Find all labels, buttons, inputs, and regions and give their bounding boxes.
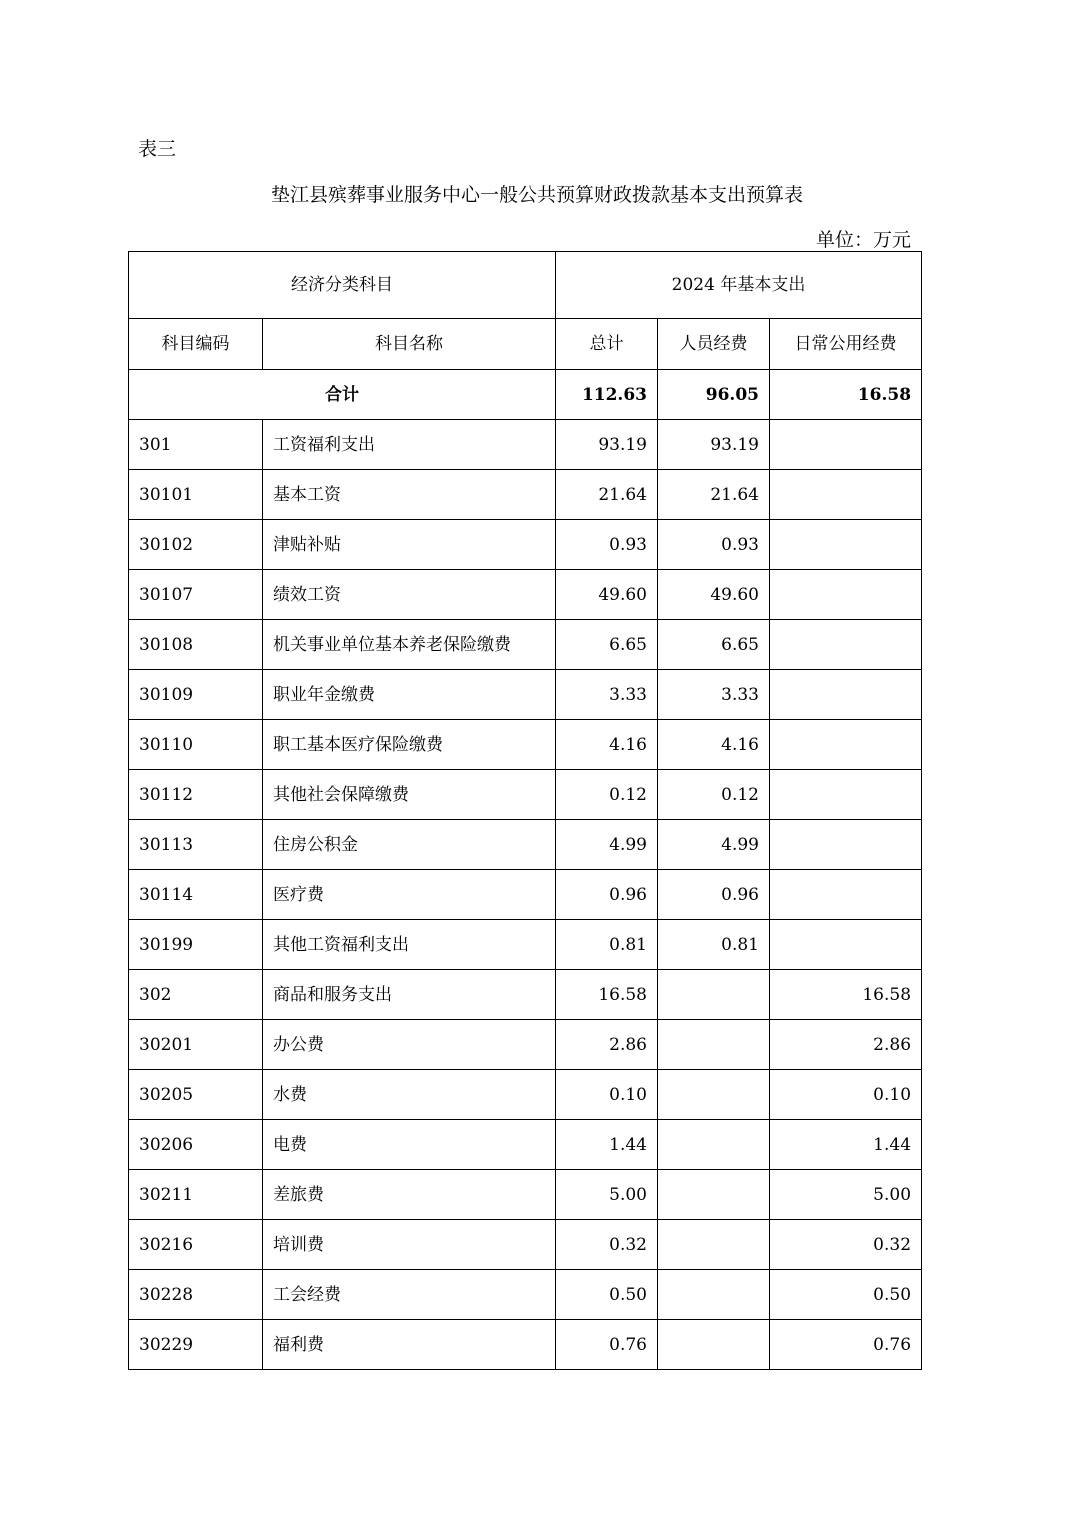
row-public [770, 570, 922, 620]
total-public: 16.58 [770, 370, 922, 420]
row-name: 职业年金缴费 [263, 670, 556, 720]
row-code: 30113 [129, 820, 263, 870]
row-personnel [658, 1070, 770, 1120]
header-code: 科目编码 [129, 319, 263, 370]
table-row [129, 470, 922, 520]
table-row [129, 770, 922, 820]
row-name: 医疗费 [263, 870, 556, 920]
row-name: 工会经费 [263, 1270, 556, 1320]
row-code: 30102 [129, 520, 263, 570]
table-row [129, 520, 922, 570]
row-name: 住房公积金 [263, 820, 556, 870]
row-public: 1.44 [770, 1120, 922, 1170]
row-personnel: 49.60 [658, 570, 770, 620]
row-personnel [658, 1170, 770, 1220]
row-public: 0.50 [770, 1270, 922, 1320]
row-code: 30216 [129, 1220, 263, 1270]
row-code: 30211 [129, 1170, 263, 1220]
unit-label: 单位：万元 [815, 229, 911, 251]
row-code: 30110 [129, 720, 263, 770]
total-label: 合计 [129, 370, 556, 420]
row-name: 培训费 [263, 1220, 556, 1270]
row-public [770, 420, 922, 470]
row-total: 93.19 [556, 420, 658, 470]
row-personnel [658, 1320, 770, 1370]
table-row [129, 1020, 922, 1070]
row-code: 30109 [129, 670, 263, 720]
table-row [129, 1270, 922, 1320]
row-total: 0.93 [556, 520, 658, 570]
row-code: 30112 [129, 770, 263, 820]
row-personnel: 4.16 [658, 720, 770, 770]
document-title: 垫江县殡葬事业服务中心一般公共预算财政拨款基本支出预算表 [270, 184, 803, 206]
row-name: 津贴补贴 [263, 520, 556, 570]
row-personnel: 0.96 [658, 870, 770, 920]
table-row [129, 970, 922, 1020]
table-row [129, 1220, 922, 1270]
row-public: 16.58 [770, 970, 922, 1020]
row-total: 4.16 [556, 720, 658, 770]
row-name: 职工基本医疗保险缴费 [263, 720, 556, 770]
row-total: 49.60 [556, 570, 658, 620]
row-name: 办公费 [263, 1020, 556, 1070]
row-total: 0.50 [556, 1270, 658, 1320]
row-code: 30206 [129, 1120, 263, 1170]
row-code: 30201 [129, 1020, 263, 1070]
header-total: 总计 [556, 319, 658, 370]
table-row [129, 920, 922, 970]
row-public: 0.10 [770, 1070, 922, 1120]
row-total: 0.12 [556, 770, 658, 820]
row-total: 0.10 [556, 1070, 658, 1120]
table-row [129, 620, 922, 670]
row-name: 电费 [263, 1120, 556, 1170]
row-public [770, 770, 922, 820]
row-name: 商品和服务支出 [263, 970, 556, 1020]
row-total: 4.99 [556, 820, 658, 870]
table-row [129, 1120, 922, 1170]
table-row [129, 870, 922, 920]
table-row [129, 1170, 922, 1220]
row-personnel: 0.12 [658, 770, 770, 820]
header-category: 经济分类科目 [129, 252, 556, 319]
row-personnel: 93.19 [658, 420, 770, 470]
row-public [770, 820, 922, 870]
table-row [129, 720, 922, 770]
row-total: 3.33 [556, 670, 658, 720]
row-code: 30107 [129, 570, 263, 620]
header-year-basic: 2024 年基本支出 [556, 252, 922, 319]
row-total: 1.44 [556, 1120, 658, 1170]
row-code: 30108 [129, 620, 263, 670]
row-public [770, 870, 922, 920]
row-personnel [658, 1220, 770, 1270]
row-public [770, 720, 922, 770]
table-row [129, 1070, 922, 1120]
row-code: 30228 [129, 1270, 263, 1320]
row-public [770, 470, 922, 520]
row-public [770, 670, 922, 720]
header-personnel: 人员经费 [658, 319, 770, 370]
row-code: 30114 [129, 870, 263, 920]
row-personnel [658, 1120, 770, 1170]
row-public [770, 620, 922, 670]
row-total: 0.32 [556, 1220, 658, 1270]
row-code: 301 [129, 420, 263, 470]
row-personnel: 4.99 [658, 820, 770, 870]
budget-table [128, 251, 922, 1370]
row-total: 6.65 [556, 620, 658, 670]
row-name: 工资福利支出 [263, 420, 556, 470]
row-total: 21.64 [556, 470, 658, 520]
row-name: 水费 [263, 1070, 556, 1120]
row-public [770, 520, 922, 570]
row-personnel [658, 1020, 770, 1070]
row-public: 2.86 [770, 1020, 922, 1070]
table-row [129, 670, 922, 720]
row-total: 16.58 [556, 970, 658, 1020]
row-name: 基本工资 [263, 470, 556, 520]
row-code: 302 [129, 970, 263, 1020]
header-row-1 [129, 252, 922, 319]
row-name: 差旅费 [263, 1170, 556, 1220]
header-name: 科目名称 [263, 319, 556, 370]
row-name: 福利费 [263, 1320, 556, 1370]
row-public: 0.32 [770, 1220, 922, 1270]
header-row-2 [129, 319, 922, 370]
header-public: 日常公用经费 [770, 319, 922, 370]
table-row [129, 1320, 922, 1370]
row-public: 0.76 [770, 1320, 922, 1370]
row-personnel: 6.65 [658, 620, 770, 670]
row-personnel: 0.81 [658, 920, 770, 970]
row-name: 绩效工资 [263, 570, 556, 620]
row-name: 其他社会保障缴费 [263, 770, 556, 820]
row-total: 0.96 [556, 870, 658, 920]
table-row [129, 420, 922, 470]
row-personnel: 21.64 [658, 470, 770, 520]
total-total: 112.63 [556, 370, 658, 420]
row-code: 30101 [129, 470, 263, 520]
row-total: 0.76 [556, 1320, 658, 1370]
row-name: 其他工资福利支出 [263, 920, 556, 970]
row-public: 5.00 [770, 1170, 922, 1220]
table-label: 表三 [138, 138, 177, 160]
row-total: 5.00 [556, 1170, 658, 1220]
row-public [770, 920, 922, 970]
table-row [129, 570, 922, 620]
row-personnel: 3.33 [658, 670, 770, 720]
row-code: 30229 [129, 1320, 263, 1370]
total-personnel: 96.05 [658, 370, 770, 420]
row-personnel [658, 1270, 770, 1320]
row-name: 机关事业单位基本养老保险缴费 [263, 620, 556, 670]
row-code: 30199 [129, 920, 263, 970]
row-code: 30205 [129, 1070, 263, 1120]
total-row [129, 370, 922, 420]
row-total: 2.86 [556, 1020, 658, 1070]
row-personnel [658, 970, 770, 1020]
row-total: 0.81 [556, 920, 658, 970]
table-row [129, 820, 922, 870]
row-personnel: 0.93 [658, 520, 770, 570]
